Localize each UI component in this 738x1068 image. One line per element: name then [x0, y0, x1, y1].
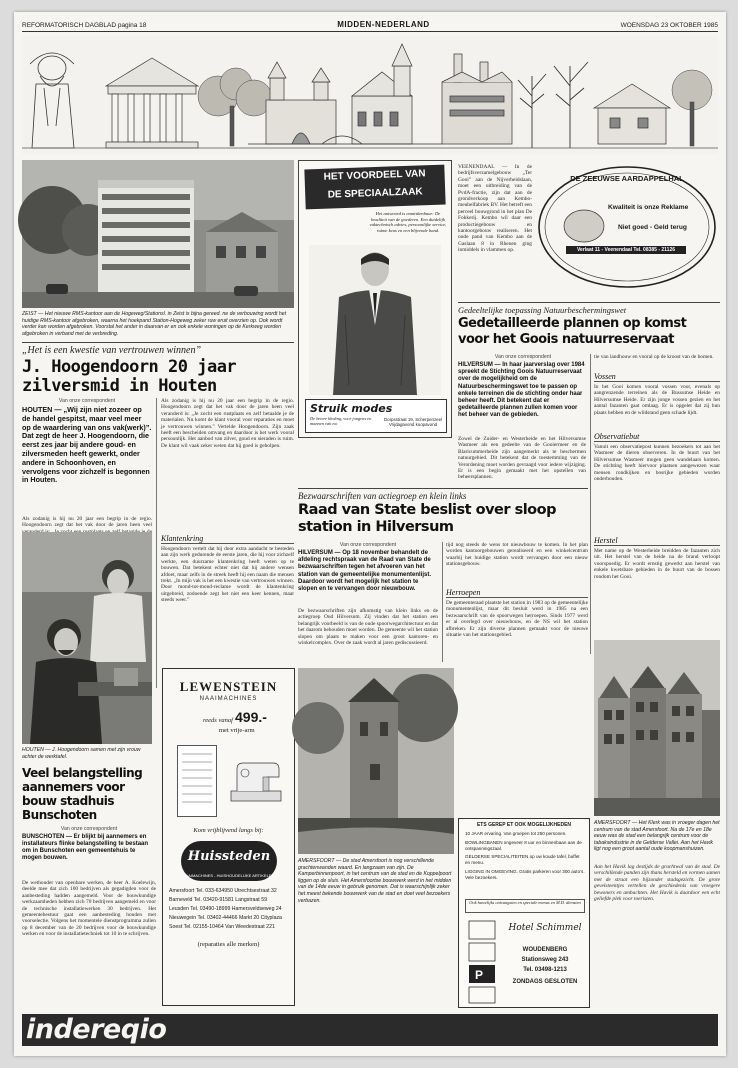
bunschoten-headline: Veel belangstelling aannemers voor bouw stadhuis Bunschoten	[22, 766, 143, 822]
store-address: Leusden Tel. 03490-18999 Hamersveldseweg 24	[169, 906, 282, 912]
lewenstein-price-label: reeds vanaf	[203, 717, 233, 724]
schimmel-item: BOWLINGBANEN ongeveer 8 uur en binnenbaan aan de ontspanningszaal.	[465, 839, 582, 851]
store-address: Soest Tel. 02155-10464 Van Weedestraat 221	[169, 924, 275, 930]
model-photo	[309, 245, 441, 395]
struik-address-line: Dorpsstraat 19, Scherpenzeel	[383, 417, 443, 422]
store-address: Barneveld Tel. 03420-91581 Langstraat 59	[169, 897, 267, 903]
hotel-street: Stationsweg 243	[521, 957, 569, 963]
bunschoten-lead: BUNSCHOTEN — Er blijkt bij aannemers en installateurs flinke belangstelling te bestaan om in Bunschoten een gemeentehuis te mogen bouwen.	[22, 834, 149, 861]
column-rule	[156, 398, 157, 688]
zeeuwse-address: Verlaat 11 - Veenendaal Tel. 08385 - 21126	[576, 247, 676, 253]
column-rule	[442, 542, 443, 662]
zeeuwse-slogan1: Kwaliteit is onze Reklame	[608, 204, 689, 211]
rms-office-photo	[22, 160, 294, 308]
raad-byline: Van onze correspondent	[339, 542, 397, 548]
hotel-hours: ZONDAGS GESLOTEN	[512, 979, 578, 985]
zeeuwse-aardappelhal-ad	[536, 162, 718, 292]
store-address: Nieuwegein Tel. 03402-44466 Markt 20 Cityplaza	[169, 915, 282, 921]
voordeel-title	[304, 165, 445, 210]
klantenkring-subhead: Klantenkring	[161, 534, 294, 544]
gooi-body: Zowel de Zuider- en Westerheide en het Hilversumse Wasmeer als een gedeelte van de Gooiermeer en de Blaricummerheide zijn aangemerkt als te beschermen natuurgebied. Dit betekent dat de toestemming van de Verordening moet worden gevraagd voor iedere wijziging. Er is een begin gemaakt met het opstellen van beheersplannen.	[458, 436, 586, 481]
repair-note: (reparaties alle merken)	[197, 941, 260, 948]
struik-hours: Vrijdagavond koopavond	[388, 422, 438, 428]
masthead-date: WOENSDAG 23 OKTOBER 1985	[620, 22, 718, 29]
in-de-regio-footer	[22, 1014, 718, 1046]
schimmel-icons	[465, 919, 499, 1005]
masthead-left: REFORMATORISCH DAGBLAD pagina 18	[22, 22, 147, 29]
schimmel-item: LIGGING IN OMGEVING. Gratis parkeren voor 300 auto's. Vele bezoekers.	[465, 868, 585, 880]
gooi-byline: Van onze correspondent	[494, 354, 552, 360]
store-address: Amersfoort Tel. 033-634950 Utrechtsestraat 32	[169, 888, 277, 894]
voordeel-title-line2: DE SPECIAALZAAK	[327, 186, 423, 201]
klantenkring-body: Hoogendoorn vertelt dat hij door extra aandacht te besteden aan zijn werk gedurende de eerste jaren, die hij voor zichzelf werkte, een duurzame klantenkring heeft weten op te bouwen. Dat betekent echter niet dat hij andere wensen afdoet, maar zelfs in de streek heeft hij een naam die mensen trekt. „In mijn vak is het een kwestie van vertrouwen winnen. Door mond-tot-mond-reclame wordt de klantenkring uitgebreid, zodoende zegt het niet een keer kennen, maar steeds weer.”	[161, 546, 294, 604]
schimmel-item: GELDERSE SPECIALITEITEN op uw koude tafel, buffet en menu.	[465, 854, 580, 866]
hoogendoorn-kicker: „Het is een kwestie van vertrouwen winnen”	[22, 342, 294, 356]
skyline-illustration	[22, 36, 718, 154]
lewenstein-price: 499.-	[235, 709, 267, 725]
raad-kicker: Bezwaarschriften van actiegroep en klein links	[298, 488, 588, 501]
hoogendoorn-lead: HOUTEN — „Wij zijn niet zozeer op de handel gespitst, maar veel meer op de waardering van ons vak(werk)”. Dat zegt de heer J. Hoogendoorn, die eerst zes jaar bij andere goud- en zilversmeden heeft gewerkt, onder andere in Schoonhoven, en vervolgens voor zichzelf is begonnen in Houten.	[22, 405, 152, 485]
lewenstein-ad	[162, 668, 295, 1006]
hoogendoorn-body-cont: Als zodanig is hij nu 20 jaar een begrip in de regio. Hoogendoorn zegt dat het vak door de jaren heen veel	[22, 516, 152, 529]
gooi-lead: HILVERSUM — In haar jaarverslag over 1984 spreekt de Stichting Goois Natuurreservaat over de mogelijkheid om de Natuurbeschermingswet toe te passen op enkele terreinen die de stichting onder haar beheer heeft. Dit betekent dat er gedetailleerde plannen zullen komen voor het beheer van de gebieden.	[458, 362, 585, 419]
svg-text:P: P	[475, 968, 484, 982]
herstel-subhead: Herstel	[594, 536, 720, 546]
hotel-phone: Tel. 03498-1213	[523, 967, 567, 973]
hoogendoorn-body: Als zodanig is hij nu 20 jaar een begrip in de regio. Hoogendoorn zegt dat het vak door de jaren heen veel veranderd is: „Je zocht een rustplaats en zelf betaalde je de materialen. Nu komt de klant vooral voor reparaties en moet je vertrouwen winnen.” Vertelde Hoogendoorn. Zijn zaak heeft een bescheiden omvang en daardoor is het werk vooral persoonlijk. Het aanbod van zilver, goud en sieraden is ruim. De klant wil vaak zeker weten dat hij goed is geholpen.	[161, 398, 294, 449]
struik-modes-logo: Struik modes	[310, 402, 393, 415]
amersfoort-tower-caption: AMERSFOORT — De stad Amersfoort is nog verschillende grachtenwanden waard. En langzaam van zijn. De Kamperbinnenpoort, in het centrum van de stad en de Koppelpoort liggen op de sluis. Het Amersfoortse bouwwerk werd in het midden van de 14de eeuw in gebruik genomen. Dat is waarschijnlijk zeker het meest bekende bouwwerk van de stad en doet veel bezoekers verbazen.	[298, 858, 452, 904]
hotel-place: WOUDENBERG	[522, 947, 568, 953]
vossen-subhead: Vossen	[594, 372, 720, 382]
voordeel-tagline: Het antwoord is onmiskenbaar: De kwaliteit van de goederen. Een duidelijk vaktechnisch advies, persoonlijke service, ruime keus en een blijvende band.	[369, 211, 447, 233]
raad-headline: Raad van State beslist over sloop station in Hilversum	[298, 502, 556, 535]
sewing-machine-icon	[227, 755, 285, 807]
hoogendoorn-byline: Van onze correspondent	[58, 398, 116, 404]
hotel-schimmel-ad	[458, 818, 590, 1008]
features-list-box	[177, 745, 217, 817]
schimmel-title: ETS GEREP ET OOK MOGELIJKHEDEN	[476, 822, 572, 828]
schimmel-note: Ook huwelijks ontvangsten en speciale menus en M.D. diensten	[465, 899, 585, 913]
hoogendoorn-headline: J. Hoogendoorn 20 jaar zilversmid in Houten	[22, 357, 237, 396]
store-addresses	[169, 887, 291, 932]
lewenstein-price-note: met vrije-arm	[219, 727, 255, 734]
gooi-headline: Gedetailleerde plannen op komst voor het Goois natuurreservaat	[458, 316, 687, 347]
hoogendoorn-workbench-photo	[22, 532, 152, 744]
havik-street-photo	[594, 640, 720, 816]
newspaper-page	[14, 12, 726, 1056]
struik-slogan: De betere kleding, voor jongens en mannen van nu	[310, 416, 372, 426]
havik-body: Aan het Havik lag destijds de grachtwal van de stad. De verschillende panden zijn thans hersteld en vormen samen met de straat een bijzonder stadsgezicht. De grote gevelsteentjes vertellen de geschiedenis van vroegere bewoners en ambachten. Het Havik is daardoor een echt geliefde plek voor toeristen.	[594, 864, 720, 903]
masthead	[22, 16, 718, 32]
hotel-name: Hotel Schimmel	[508, 923, 582, 933]
skyline-drawing	[22, 36, 718, 154]
voordeel-ad	[298, 160, 452, 438]
observatiebut-subhead: Observatiebut	[594, 432, 720, 442]
huissteden-sub: NAAIMACHINES - HUISHOUDELIJKE ARTIKELEN	[182, 873, 275, 878]
lewenstein-sub: NAAIMACHINES	[199, 696, 258, 702]
voordeel-title-line1: HET VOORDEEL VAN	[323, 168, 426, 183]
bunschoten-byline: Van onze correspondent	[60, 826, 118, 832]
zeeuwse-slogan2: Niet goed - Geld terug	[618, 224, 687, 231]
lewenstein-name: LEWENSTEIN	[179, 679, 278, 694]
huissteden-logo: Huissteden	[181, 841, 277, 881]
raad-body-right: tijd nog steeds de wens tot nieuwbouw te komen. In het plan worden kantoorgebouwen gerealiseerd en een winkelcentrum waarbij het huidige station wordt vervangen door een nieuw stationsgebouw.	[446, 542, 588, 568]
workbench-photo-caption: HOUTEN — J. Hoogendoorn samen met zijn vrouw achter de werktafel.	[22, 747, 141, 760]
amersfoort-tower-photo	[298, 668, 454, 854]
herroepen-body: De gemeenteraad plaatste het station in 1983 op de gemeentelijke monumentenlijst, maar dit besluit werd in 1985 na een bezwaarschrift van de spoorwegen herroepen. Sinds 1977 werd er al overlegd over nieuwbouw, en de NS wil het station afbreken. Er zijn diverse plannen gemaakt voor de nieuwe situatie van het stationsgebied.	[446, 600, 588, 639]
gooi-side-body: tie van landhouw en vooral op de kroost van de bomen.	[594, 354, 714, 360]
schimmel-item: 10 JAAR ervaring. Van groepen tot 250 personen.	[465, 831, 567, 836]
zeeuwse-name: DE ZEEUWSE AARDAPPELHAL	[570, 174, 684, 183]
havik-caption: AMERSFOORT — Het Klerk was in vroeger dagen het centrum van de stad Amersfoort. Na de 17e en 18e eeuw was de stad een belangrijk centrum voor de tabaksindustrie in de Gelderse Vallei. Aan het Havik ligt nog een groot aantal oude koopmanshuizen.	[594, 820, 720, 853]
raad-body: De bezwaarschriften zijn afkomstig van klein links en de actiegroep Oud Hilversum. Zij vinden dat het station een belangrijk voorbeeld is van de oude spoorwegarchitectuur en dat het daarom behouden moet worden. De gemeente wil het station slopen om plaats te maken voor een groot kantoren- en winkelcomplex. Over de zaak wordt al jaren gediscussieerd.	[298, 608, 438, 647]
gooi-kicker: Gedeeltelijke toepassing Natuurbeschermingswet	[458, 302, 720, 315]
column-rule	[590, 354, 591, 654]
masthead-section: MIDDEN-NEDERLAND	[337, 20, 430, 29]
herroepen-subhead: Herroepen	[446, 588, 588, 598]
bunschoten-body: De wethouder van openbare werken, de heer A. Koelewijn, deelde mee dat zich 100 bedrijven als gegadigden voor de aanbesteding hadden aangemeld. Voor de bouwkundige werkzaamheden hebben zich 70 bedrijven aangemeld en voor de technische installatiewerken 30 bedrijven. Het gemeentebestuur gaat een aanbesteding houden met voorselectie. Volgens het momentele dienstprogramma zullen op 8 december van de 20 bedrijven voor de bouwkundige werken en voor de installatietechniek tot 10 in te schrijven.	[22, 880, 156, 938]
rms-photo-caption: ZEIST — Het nieuwe RMS-kantoor aan de Hogeweg/Stationsl. in Zeist is bijna gereed. ne de verbouwing wordt het huidige RMS-kantoor afgebroken, waarna het hoekpand Station-Hogeweg zeker ruw eruit overzien op. Ook wordt verder kan worden afgebroken. Voorstal het ander in daarvan er en ook enkele woningen op de Kerkweg worden afgebroken in verband met de verbreding.	[22, 311, 287, 337]
herstel-body: Met name op de Westerheide breidden de fazanten zich uit. Het herstel van de heide na de brand verloopt voorspoedig. Er wordt ernstig gewerkt aan herstel van enkele kwetsbare gebieden in de buurt van de bossen rondom het Gooi.	[594, 548, 720, 580]
visit-text: Kom vrijblijvend langs bij:	[193, 827, 264, 834]
veenendaal-brief: VEENENDAAL — In de bedrijfsverzamelgebouw „Ter Gooi” aan de Nijverheidslaan, moet een uitbreiding van de PvdA-fractie, zijn dat aan de grondverkoop aan Kembo-meubelfabriek BV. Het betreft een perceel bouwgrond in het plan De Fokkerij. Kembo wil daar een productiegebouw en kantoorgebouw realiseren. Het oude pand van Kembo aan de Gaslaan 8 in Rhenen ging inmiddels in vlammen op.	[458, 164, 532, 254]
schimmel-items	[465, 831, 585, 884]
footer-slogan: indereqio	[26, 1014, 167, 1045]
raad-lead: HILVERSUM — Op 18 november behandelt de afdeling rechtspraak van de Raad van State de bezwaarschriften tegen het afvoeren van het station van de gemeentelijke monumentenlijst. Daardoor wordt het mogelijk het station te slopen en te vervangen door nieuwbouw.	[298, 550, 432, 593]
vossen-body: In het Gooi komen vooral vossen voor, evenals op aangrenzende terreinen als de Bussumse Heide en Hilversumse Heide. Er zijn jonge vossen gezien en het aantal fazanten gaat omlaag. Er is opgelet dat zij hun plaats hebben en de wildstand geen schade lijdt.	[594, 384, 720, 416]
struik-address	[380, 417, 446, 427]
struik-modes-box	[305, 399, 447, 433]
observatiebut-body: Vanuit een observatiepost kunnen bezoekers tot aan het Wasmeer de dieren observeren. In de buurt van het Hilversumse Wasmeer mogen geen wandelaars komen. De stichting heeft hiervoor plaatsen aangewezen waar mensen rondkijken en bosrijke gebieden worden onderhouden.	[594, 444, 720, 483]
